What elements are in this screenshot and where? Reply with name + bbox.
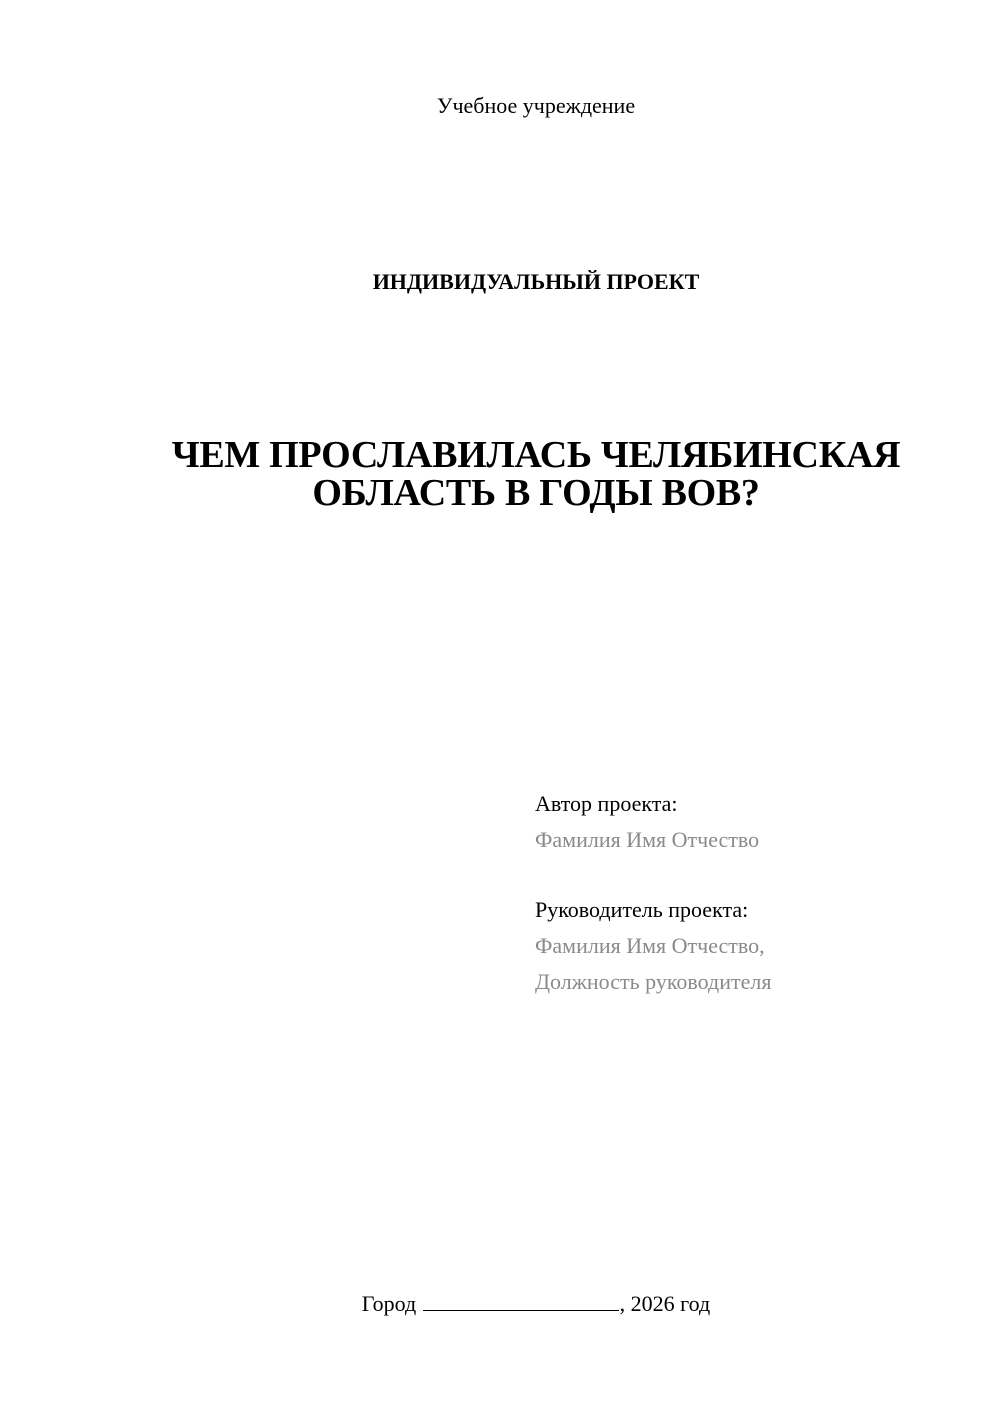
project-title-line-1: ЧЕМ ПРОСЛАВИЛАСЬ ЧЕЛЯБИНСКАЯ	[171, 434, 901, 476]
year-text: , 2026 год	[619, 1291, 711, 1316]
author-block	[535, 786, 975, 858]
supervisor-block	[535, 892, 975, 1000]
author-label: Автор проекта:	[535, 791, 678, 816]
city-blank-line	[423, 1290, 619, 1311]
author-name: Фамилия Имя Отчество	[535, 827, 760, 852]
supervisor-name: Фамилия Имя Отчество,	[535, 933, 765, 958]
city-label: Город	[361, 1291, 417, 1316]
city-year-line	[0, 1290, 1000, 1318]
supervisor-position: Должность руководителя	[535, 969, 772, 994]
supervisor-label: Руководитель проекта:	[535, 897, 749, 922]
project-type-heading: ИНДИВИДУАЛЬНЫЙ ПРОЕКТ	[372, 269, 700, 294]
institution-name: Учебное учреждение	[436, 93, 636, 118]
project-title	[0, 436, 1000, 512]
project-title-line-2: ОБЛАСТЬ В ГОДЫ ВОВ?	[312, 472, 760, 514]
